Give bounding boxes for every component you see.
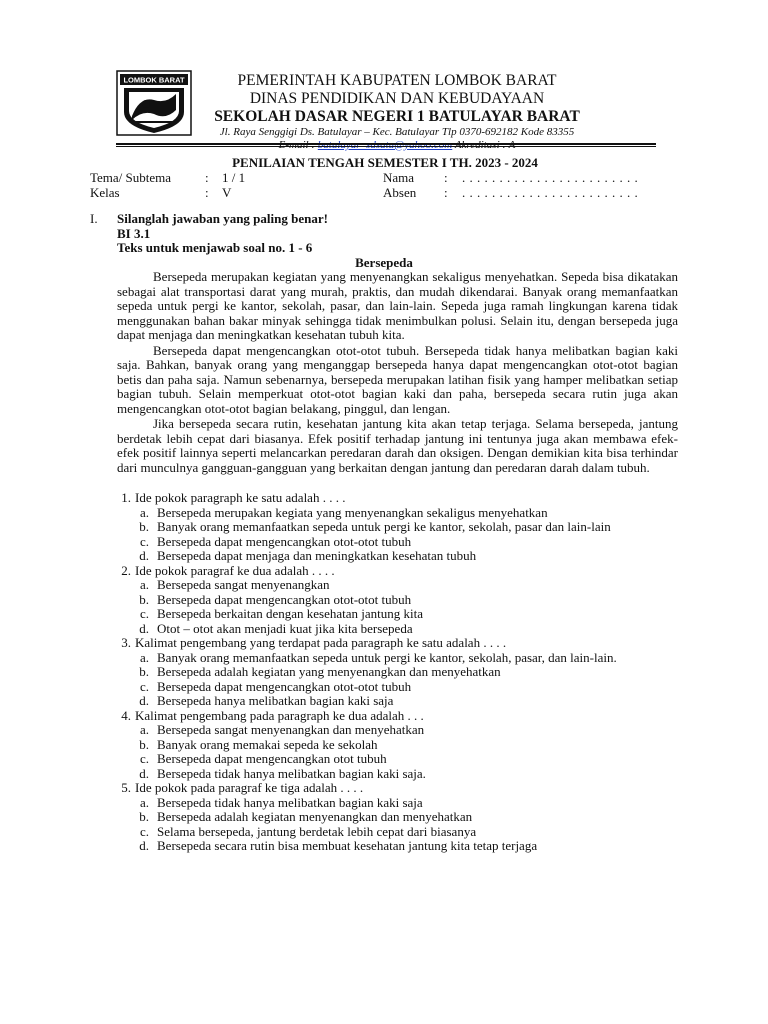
letterhead <box>196 72 598 151</box>
reading-passage <box>117 270 678 475</box>
answer-option[interactable] <box>90 839 678 854</box>
option-label: c. <box>139 678 149 694</box>
option-label: b. <box>139 519 149 534</box>
email-prefix: E-mail : <box>278 138 316 151</box>
option-text: Banyak orang memanfaatkan sepeda untuk pergi ke kantor, sekolah, pasar, dan lain-lain. <box>157 649 617 665</box>
answer-option[interactable] <box>90 520 678 535</box>
section-instruction: Silanglah jawaban yang paling benar! <box>117 211 328 226</box>
answer-option[interactable] <box>90 593 678 608</box>
question-number: 2. <box>121 562 131 578</box>
question-number: 3. <box>121 635 131 650</box>
option-label: d. <box>139 620 149 636</box>
option-label: a. <box>139 649 149 665</box>
story-paragraph: Jika bersepeda secara rutin, kesehatan jantung kita akan tetap terjaga. Selama bersepeda, jantung berdetak lebih cepat dari biasanya. Efek positif terhadap jantung ini tentunya juga akan membawa efek-efek positif lainnya seperti melancarkan peredaran darah dan oksigen. Dengan demikian kita bisa terhindar dari munculnya gangguan-gangguan yang berkaitan dengan jantung dan peredaran darah dalam tubuh. <box>117 416 678 475</box>
question-item <box>90 491 678 506</box>
absen-field[interactable]: . . . . . . . . . . . . . . . . . . . . . . . . <box>462 185 639 200</box>
option-text: Bersepeda tidak hanya melibatkan bagian kaki saja. <box>157 765 426 781</box>
question-text: Ide pokok paragraph ke satu adalah . . . . <box>135 490 346 505</box>
answer-option[interactable] <box>90 680 678 695</box>
question-number: 1. <box>121 490 131 505</box>
kelas-label: Kelas <box>90 185 120 200</box>
answer-option[interactable] <box>90 549 678 564</box>
absen-colon: : <box>444 185 448 200</box>
reading-intro: Teks untuk menjawab soal no. 1 - 6 <box>117 240 313 255</box>
school-name: SEKOLAH DASAR NEGERI 1 BATULAYAR BARAT <box>214 107 580 125</box>
letterhead-rule-thick <box>116 143 656 145</box>
department-name: DINAS PENDIDIKAN DAN KEBUDAYAAN <box>249 89 545 107</box>
answer-option[interactable] <box>90 694 678 709</box>
nama-colon: : <box>444 170 448 185</box>
letterhead-rule-thin <box>116 146 656 147</box>
option-label: d. <box>139 765 149 781</box>
answer-option[interactable] <box>90 607 678 622</box>
school-district-logo <box>116 70 192 136</box>
option-text: Otot – otot akan menjadi kuat jika kita bersepeda <box>157 620 413 636</box>
option-text: Bersepeda berkaitan dengan kesehatan jantung kita <box>157 606 424 621</box>
option-text: Bersepeda sangat menyenangkan <box>157 577 330 592</box>
option-text: Bersepeda dapat mengencangkan otot-otot tubuh <box>157 678 412 694</box>
answer-option[interactable] <box>90 651 678 666</box>
answer-option[interactable] <box>90 506 678 521</box>
answer-option[interactable] <box>90 578 678 593</box>
tema-label: Tema/ Subtema <box>90 170 172 185</box>
option-label: c. <box>139 823 149 839</box>
accreditation: Akreditasi : A <box>454 138 516 151</box>
question-item <box>90 564 678 579</box>
story-paragraph: Bersepeda dapat mengencangkan otot-otot tubuh. Bersepeda tidak hanya melibatkan bagian kaki saja. Bahkan, banyak orang yang menganggap bersepeda hanya dapat mengencangkan otot-otot bagian betis dan paha saja. Namun sebenarnya, bersepeda merupakan latihan fisik yang hamper melibatkan setiap bagian tubuh. Selain memperkuat otot-otot bagian kaki dan paha, bersepeda secara rutin juga akan mengencangkan otot-otot bagian belakang, pinggul, dan lengan. <box>117 342 678 416</box>
story-paragraph: Bersepeda merupakan kegiatan yang menyenangkan sekaligus menyehatkan. Sepeda bisa dikatakan sebagai alat transportasi darat yang murah, praktis, dan mudah dikendarai. Banyak orang memanfaatkan sepeda untuk pergi ke kantor, sekolah, pasar, dan lain-lain. Sepeda juga ramah lingkungan karena tidak menggunakan bahan bakar minyak sehingga tidak menimbulkan polusi. Selain itu, dengan bersepeda juga dapat menjaga dan meningkatkan kesehatan tubuh kita. <box>117 269 678 342</box>
answer-option[interactable] <box>90 535 678 550</box>
email-link[interactable]: batulayar_sdsatu@yahoo.com <box>317 138 453 151</box>
option-text: Bersepeda dapat menjaga dan meningkatkan kesehatan tubuh <box>157 548 477 563</box>
option-text: Bersepeda sangat menyenangkan dan menyehatkan <box>157 722 425 737</box>
section-number: I. <box>90 211 98 226</box>
option-label: b. <box>139 591 149 607</box>
option-text: Bersepeda dapat mengencangkan otot tubuh <box>157 751 387 766</box>
option-label: a. <box>139 577 149 592</box>
kelas-colon: : <box>205 185 209 200</box>
tema-value: 1 / 1 <box>222 170 246 185</box>
answer-option[interactable] <box>90 622 678 637</box>
option-text: Bersepeda adalah kegiatan menyenangkan dan menyehatkan <box>157 809 473 824</box>
competency-code: BI 3.1 <box>117 225 151 241</box>
exam-content <box>90 212 678 854</box>
nama-field[interactable]: . . . . . . . . . . . . . . . . . . . . . . . . <box>462 170 639 185</box>
answer-option[interactable] <box>90 767 678 782</box>
answer-option[interactable] <box>90 738 678 753</box>
option-text: Bersepeda secara rutin bisa membuat kesehatan jantung kita tetap terjaga <box>157 838 538 853</box>
svg-text:LOMBOK BARAT: LOMBOK BARAT <box>123 75 185 85</box>
answer-option[interactable] <box>90 810 678 825</box>
option-text: Bersepeda merupakan kegiata yang menyenangkan sekaligus menyehatkan <box>157 504 548 520</box>
question-list <box>90 491 678 854</box>
option-label: b. <box>139 664 149 679</box>
option-text: Bersepeda dapat mengencangkan otot-otot tubuh <box>157 533 412 549</box>
nama-label: Nama <box>383 170 415 185</box>
option-text: Banyak orang memakai sepeda ke sekolah <box>157 736 378 752</box>
absen-label: Absen <box>383 185 417 200</box>
school-address: Jl. Raya Senggigi Ds. Batulayar – Kec. Batulayar Tlp 0370-692182 Kode 83355 <box>219 125 575 138</box>
question-text: Ide pokok pada paragraf ke tiga adalah . . . . <box>135 780 364 795</box>
question-text: Kalimat pengembang pada paragraph ke dua adalah . . . <box>135 707 424 723</box>
option-label: a. <box>139 722 149 737</box>
answer-option[interactable] <box>90 723 678 738</box>
story-title: Bersepeda <box>355 254 413 270</box>
question-item <box>90 781 678 796</box>
option-text: Bersepeda dapat mengencangkan otot-otot tubuh <box>157 591 412 607</box>
question-number: 4. <box>121 707 131 723</box>
option-text: Selama bersepeda, jantung berdetak lebih cepat dari biasanya <box>157 823 477 839</box>
kelas-value: V <box>222 185 232 200</box>
option-text: Bersepeda tidak hanya melibatkan bagian kaki saja <box>157 794 423 810</box>
option-label: b. <box>139 809 149 824</box>
option-label: d. <box>139 838 149 853</box>
option-label: d. <box>139 693 149 708</box>
question-item <box>90 709 678 724</box>
option-label: c. <box>139 533 149 549</box>
question-number: 5. <box>121 780 131 795</box>
option-label: c. <box>139 751 149 766</box>
option-label: d. <box>139 548 149 563</box>
option-label: a. <box>139 794 149 810</box>
option-label: b. <box>139 736 149 752</box>
option-label: c. <box>139 606 149 621</box>
answer-option[interactable] <box>90 796 678 811</box>
question-text: Kalimat pengembang yang terdapat pada paragraph ke satu adalah . . . . <box>135 635 507 650</box>
exam-title: PENILAIAN TENGAH SEMESTER I TH. 2023 - 2024 <box>232 155 538 170</box>
section-heading <box>90 212 678 227</box>
option-text: Bersepeda hanya melibatkan bagian kaki saja <box>157 693 394 708</box>
option-text: Banyak orang memanfaatkan sepeda untuk pergi ke kantor, sekolah, pasar dan lain-lain <box>157 519 611 534</box>
government-name: PEMERINTAH KABUPATEN LOMBOK BARAT <box>237 72 557 89</box>
option-label: a. <box>139 504 149 520</box>
question-text: Ide pokok paragraf ke dua adalah . . . . <box>135 562 335 578</box>
option-text: Bersepeda adalah kegiatan yang menyenangkan dan menyehatkan <box>157 664 501 679</box>
tema-colon: : <box>205 170 209 185</box>
answer-option[interactable] <box>90 665 678 680</box>
answer-option[interactable] <box>90 825 678 840</box>
answer-option[interactable] <box>90 752 678 767</box>
question-item <box>90 636 678 651</box>
